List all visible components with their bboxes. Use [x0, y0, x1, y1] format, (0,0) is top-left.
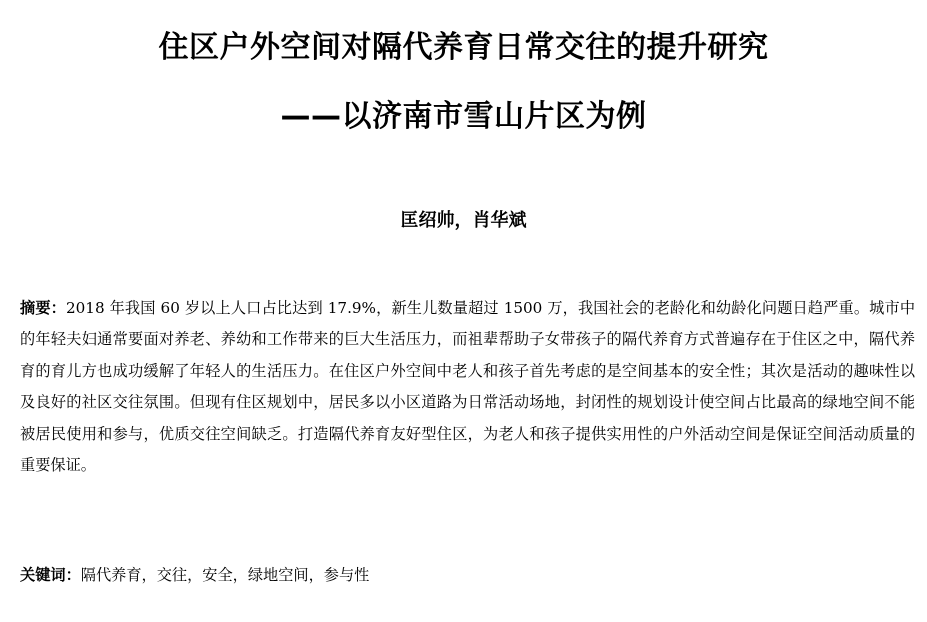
keywords-label: 关键词：	[20, 566, 81, 584]
paper-title: 住区户外空间对隔代养育日常交往的提升研究	[158, 30, 769, 65]
abstract-label: 摘要：	[20, 299, 66, 317]
keywords-text: 隔代养育，交往，安全，绿地空间，参与性	[80, 566, 370, 584]
abstract-text: 2018 年我国 60 岁以上人口占比达到 17.9%，新生儿数量超过 1500 万，我国社会的老龄化和幼龄化问题日趋严重。城市中的年轻夫妇通常要面对养老、养幼和工作带来的巨大生活压力，而祖辈帮助子女带孩子的隔代养育方式普遍存在于住区之中，隔代养育的育儿方也成功缓解了年轻人的生活压力。在住区户外空间中老人和孩子首先考虑的是空间基本的安全性；其次是活动的趣味性以及良好的社区交往氛围。但现有住区规划中，居民多以小区道路为日常活动场地，封闭性的规划设计使空间占比最高的绿地空间不能被居民使用和参与，优质交往空间缺乏。打造隔代养育友好型住区，为老人和孩子提供实用性的户外活动空间是保证空间活动质量的重要保证。	[20, 299, 916, 475]
keywords-line	[20, 560, 915, 591]
abstract-paragraph	[20, 293, 915, 481]
paper-authors: 匡绍帅，肖华斌	[400, 210, 527, 231]
paper-subtitle: ——以济南市雪山片区为例	[280, 99, 647, 134]
